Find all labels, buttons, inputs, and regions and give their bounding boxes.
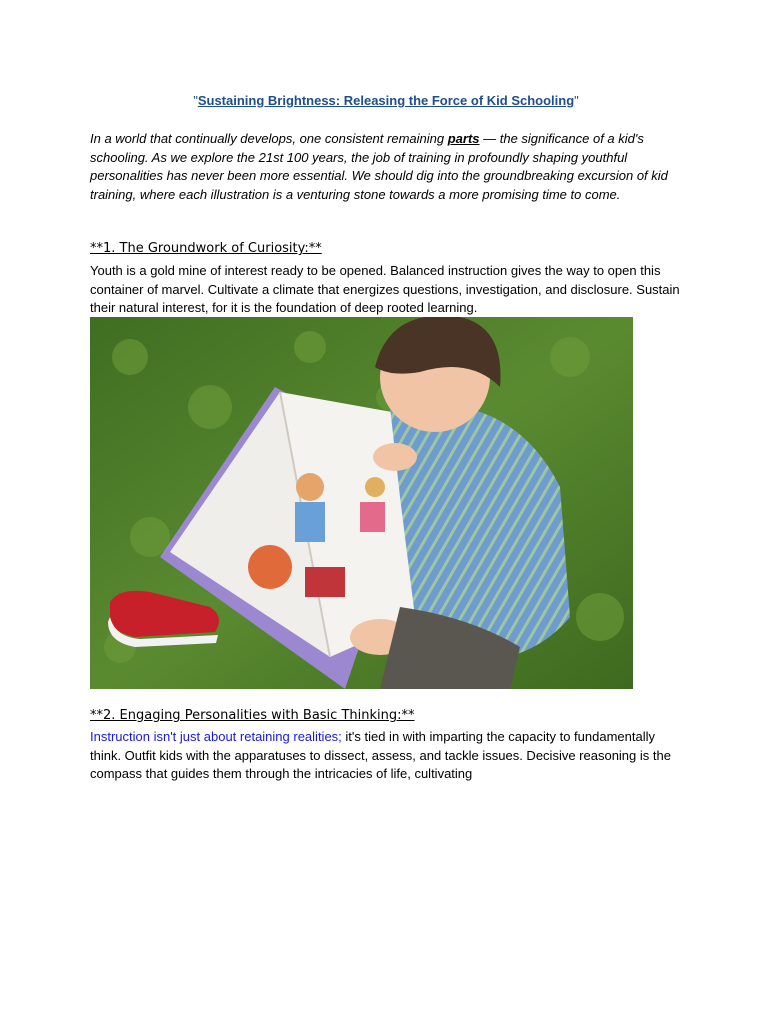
child-reading-photo [90, 317, 633, 689]
intro-paragraph [90, 130, 680, 204]
section-2-body-text: it's tied in with imparting the capacity to fundamentally think. Outfit kids with the apparatuses to dissect, assess, and tackle issues. Decisive reasoning is the compass that guides them through the intricacies of life, cultivating [90, 729, 671, 782]
section-1-body: Youth is a gold mine of interest ready to be opened. Balanced instruction gives the way to open this container of marvel. Cultivate a climate that energizes questions, investigation, and disclosure. Sustain their natural interest, for it is the foundation of deep rooted learning. [90, 263, 680, 316]
document-title [90, 92, 682, 110]
title-link[interactable]: Sustaining Brightness: Releasing the Force of Kid Schooling [197, 93, 575, 108]
title-open-quote: " [193, 93, 198, 108]
intro-text-start: In a world that continually develops, one consistent remaining [90, 131, 448, 146]
intro-text-end: — the significance of a kid's schooling. As we explore the 21st 100 years, the job of training in profoundly shaping youthful personalities has never been more essential. We should dig into the groundbreaking excursion of kid training, where each illustration is a venturing stone towards a more promising time to come. [90, 131, 668, 202]
section-2-heading: **2. Engaging Personalities with Basic Thinking:** [90, 708, 415, 723]
section-1-heading: **1. The Groundwork of Curiosity:** [90, 241, 322, 256]
section-2-link[interactable]: Instruction isn't just about retaining realities; [90, 729, 342, 744]
intro-keyword: parts [447, 131, 480, 146]
section-2-body [90, 728, 680, 784]
title-close-quote: " [574, 93, 579, 108]
